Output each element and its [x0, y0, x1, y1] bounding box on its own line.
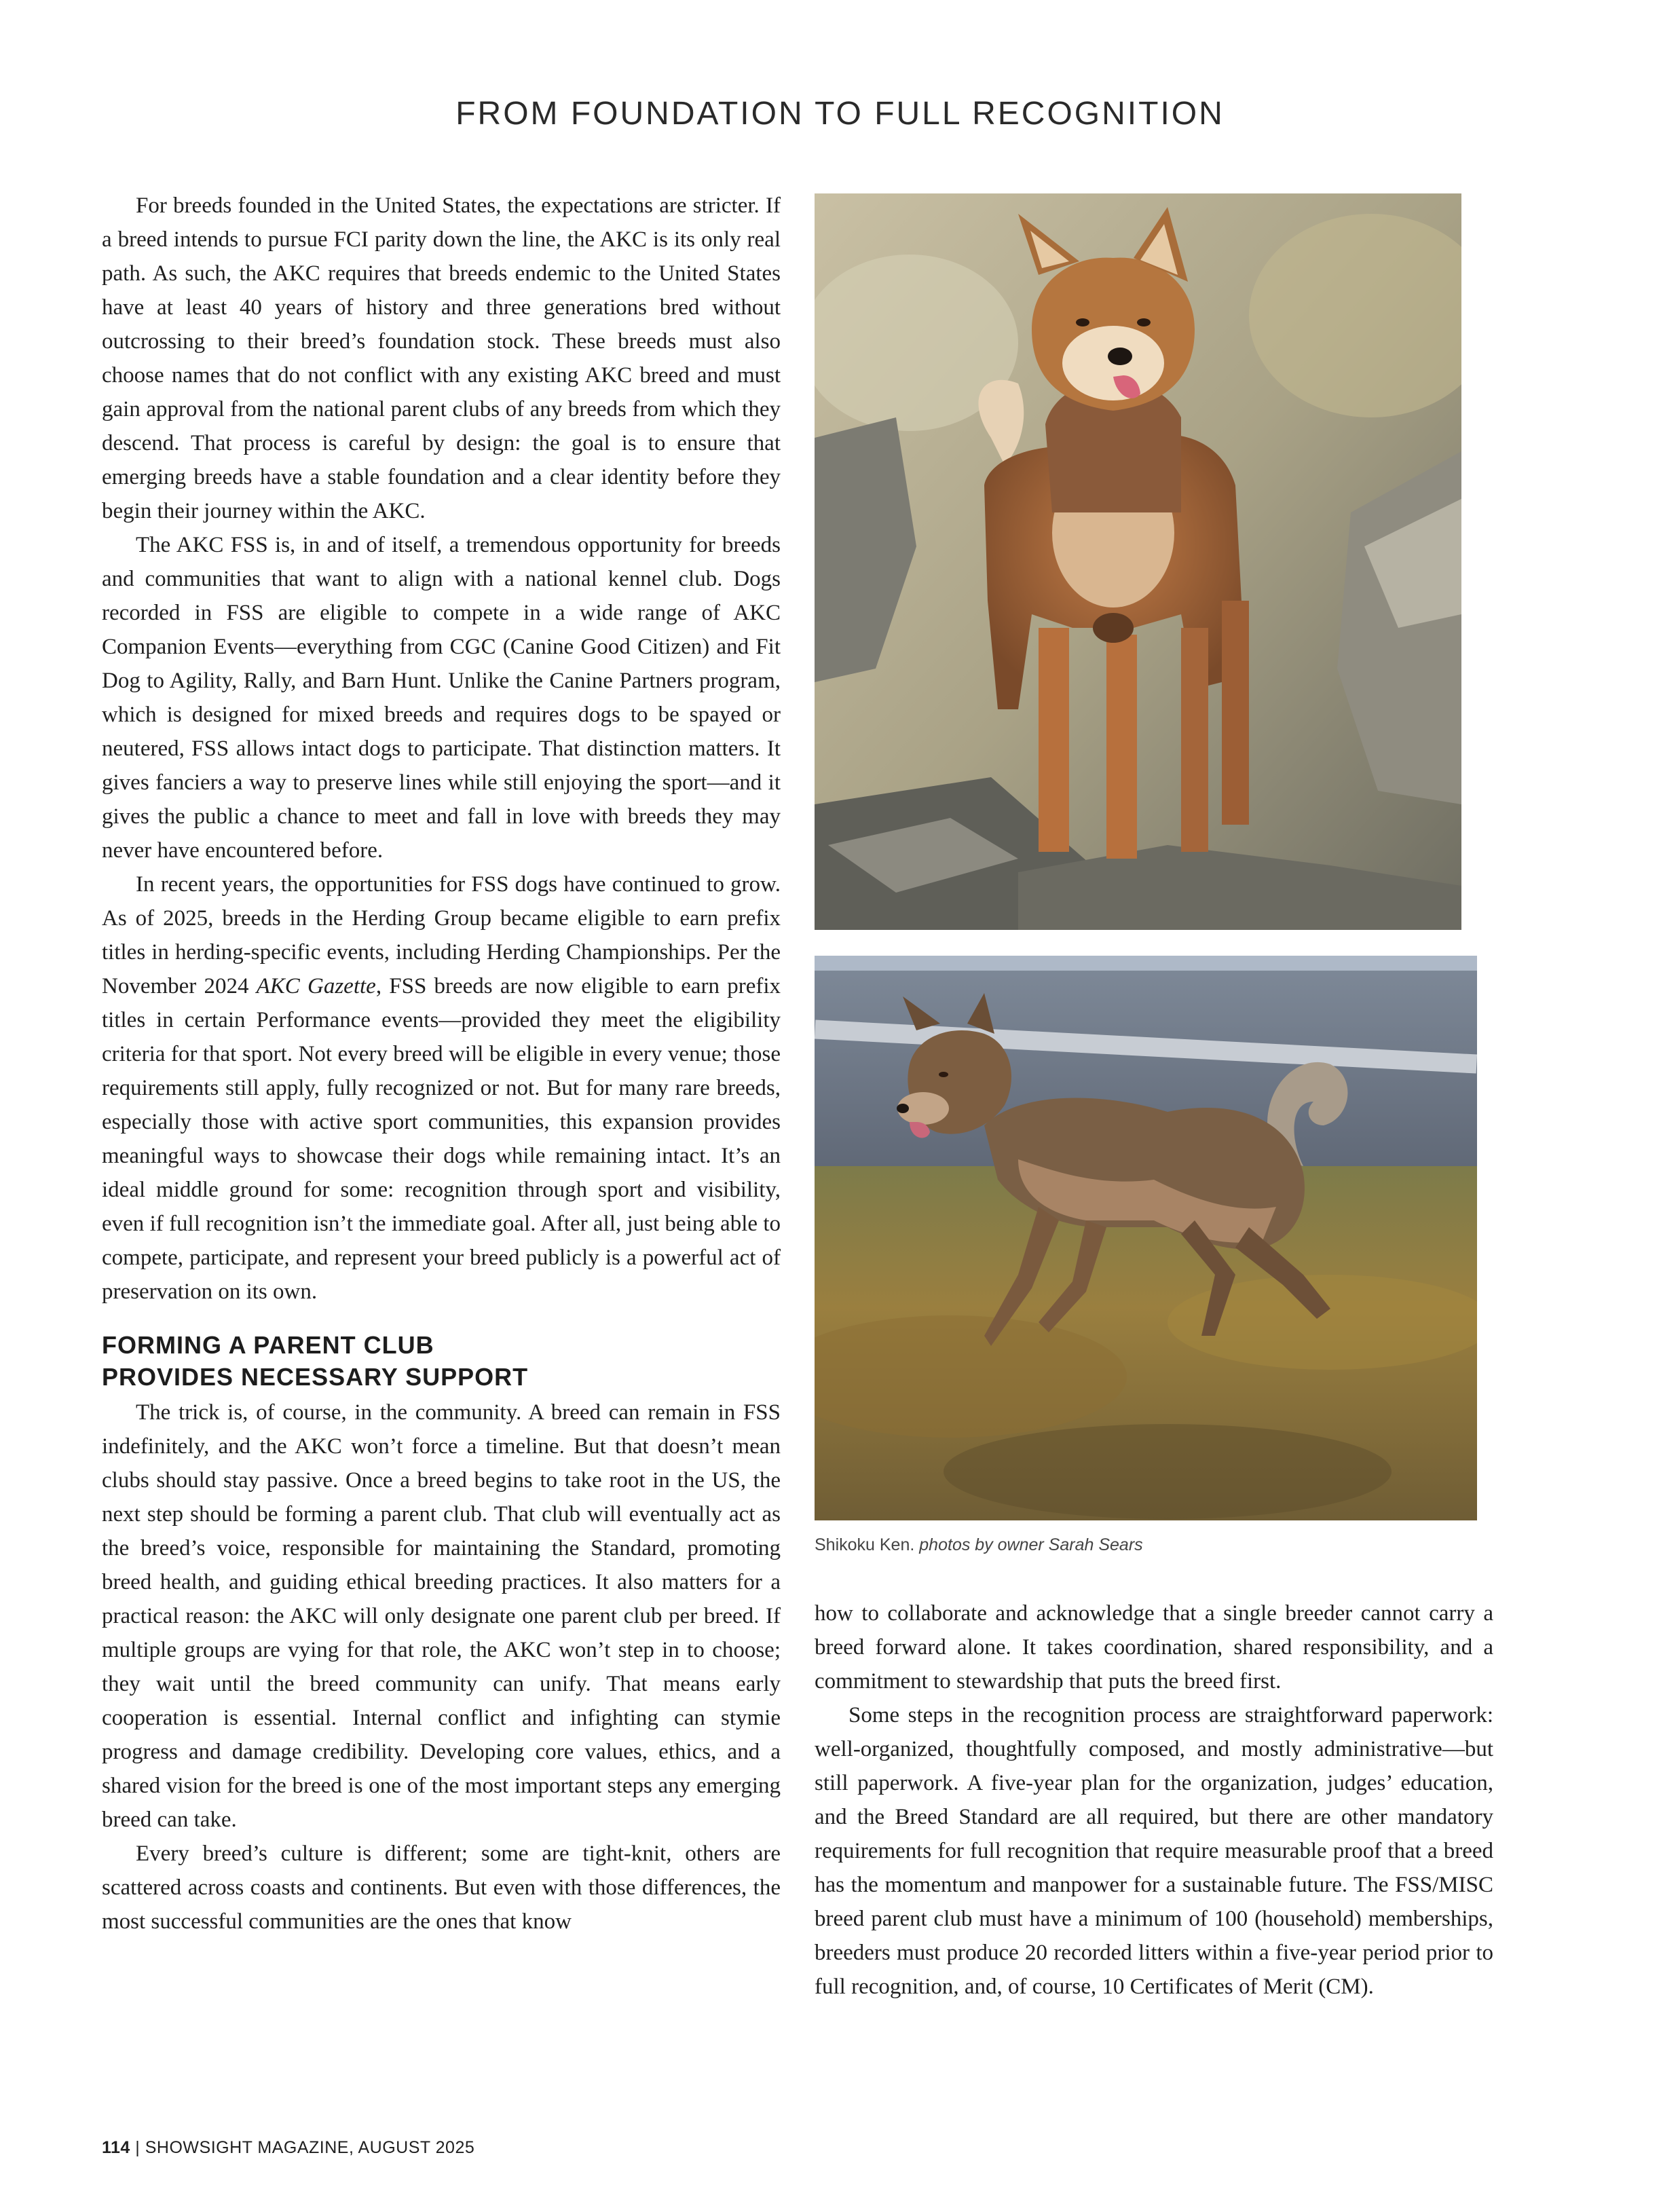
- caption-label: Shikoku Ken.: [815, 1535, 915, 1554]
- section-subhead: [102, 1329, 781, 1393]
- footer-separator: |: [135, 2138, 141, 2157]
- dog-standing-illustration: [815, 193, 1461, 930]
- body-paragraph: Every breed’s culture is different; some are tight-knit, others are scattered across coasts and continents. But even with those differences, the most successful communities are the ones that know: [102, 1841, 781, 1934]
- publication-name: SHOWSIGHT MAGAZINE, AUGUST 2025: [145, 2138, 475, 2157]
- dog-standing-photo: [815, 193, 1461, 930]
- publication-title: AKC Gazette: [256, 974, 376, 998]
- body-paragraph: [102, 867, 781, 1309]
- page-footer: [102, 2138, 474, 2158]
- body-paragraph: For breeds founded in the United States, the expectations are stricter. If a breed intends to pursue FCI parity down the line, the AKC is its only real path. As such, the AKC requires that breeds endemic to the United States have at least 40 years of history and three generations bred without outcrossing to their breed’s foundation stock. These breeds must also choose names that do not conflict with any existing AKC breed and must gain approval from the national parent clubs of any breeds from which they descend. That process is careful by design: the goal is to ensure that emerging breeds have a stable foundation and a clear identity before they begin their journey within the AKC.: [102, 193, 781, 523]
- paragraph-text: , FSS breeds are now eligible to earn prefix titles in certain Performance events—provided they meet the eligibility criteria for that sport. Not every breed will be eligible in every venue; those requirements still apply, fully recognized or not. But for many rare breeds, especially those with active sport communities, this expansion provides meaningful ways to showcase their dogs while remaining intact. It’s an ideal middle ground for some: recognition through sport and visibility, even if full recognition isn’t the immediate goal. After all, just being able to compete, participate, and represent your breed publicly is a powerful act of preservation on its own.: [102, 974, 781, 1304]
- dog-running-illustration: [815, 956, 1477, 1520]
- dog-running-photo: [815, 956, 1477, 1520]
- running-head-title: FROM FOUNDATION TO FULL RECOGNITION: [455, 96, 1225, 132]
- left-text-column: [102, 189, 781, 1939]
- body-paragraph: The AKC FSS is, in and of itself, a tremendous opportunity for breeds and communities that want to align with a national kennel club. Dogs recorded in FSS are eligible to compete in a wide range of AKC Companion Events—everything from CGC (Canine Good Citizen) and Fit Dog to Agility, Rally, and Barn Hunt. Unlike the Canine Partners program, which is designed for mixed breeds and requires dogs to be spayed or neutered, FSS allows intact dogs to participate. That distinction matters. It gives fanciers a way to preserve lines while still enjoying the sport—and it gives the public a chance to meet and fall in love with breeds they may never have encountered before.: [102, 533, 781, 863]
- body-paragraph: how to collaborate and acknowledge that a single breeder cannot carry a breed forward alone. It takes coordination, shared responsibility, and a commitment to stewardship that puts the breed first.: [815, 1601, 1493, 1694]
- paragraph-text: In recent years, the opportunities for FSS dogs have continued to grow. As of 2025, breeds in the Herding Group became eligible to earn prefix titles in herding-specific events, including Herding Championships. Per the November 2024: [102, 872, 781, 998]
- right-text-column: [815, 1596, 1493, 2004]
- caption-credit: photos by owner Sarah Sears: [919, 1535, 1143, 1554]
- subhead-line: PROVIDES NECESSARY SUPPORT: [102, 1363, 529, 1391]
- photo-caption: [815, 1535, 1477, 1555]
- page-number: 114: [102, 2138, 130, 2157]
- subhead-line: FORMING A PARENT CLUB: [102, 1331, 434, 1359]
- body-paragraph: The trick is, of course, in the community. A breed can remain in FSS indefinitely, and the AKC won’t force a timeline. But that doesn’t mean clubs should stay passive. Once a breed begins to take root in the US, the next step should be forming a parent club. That club will eventually act as the breed’s voice, responsible for maintaining the Standard, promoting breed health, and guiding ethical breeding practices. It also matters for a practical reason: the AKC will only designate one parent club per breed. If multiple groups are vying for that role, the AKC won’t step in to choose; they wait until the breed community can unify. That means early cooperation is essential. Internal conflict and infighting can stymie progress and damage credibility. Developing core values, ethics, and a shared vision for the breed is one of the most important steps any emerging breed can take.: [102, 1400, 781, 1832]
- body-paragraph: Some steps in the recognition process are straightforward paperwork: well-organized, thoughtfully composed, and mostly administrative—but still paperwork. A five-year plan for the organization, judges’ education, and the Breed Standard are all required, but there are other mandatory requirements for full recognition that require measurable proof that a breed has the momentum and manpower for a sustainable future. The FSS/MISC breed parent club must have a minimum of 100 (household) memberships, breeders must produce 20 recorded litters within a five-year period prior to full recognition, and, of course, 10 Certificates of Merit (CM).: [815, 1703, 1493, 1999]
